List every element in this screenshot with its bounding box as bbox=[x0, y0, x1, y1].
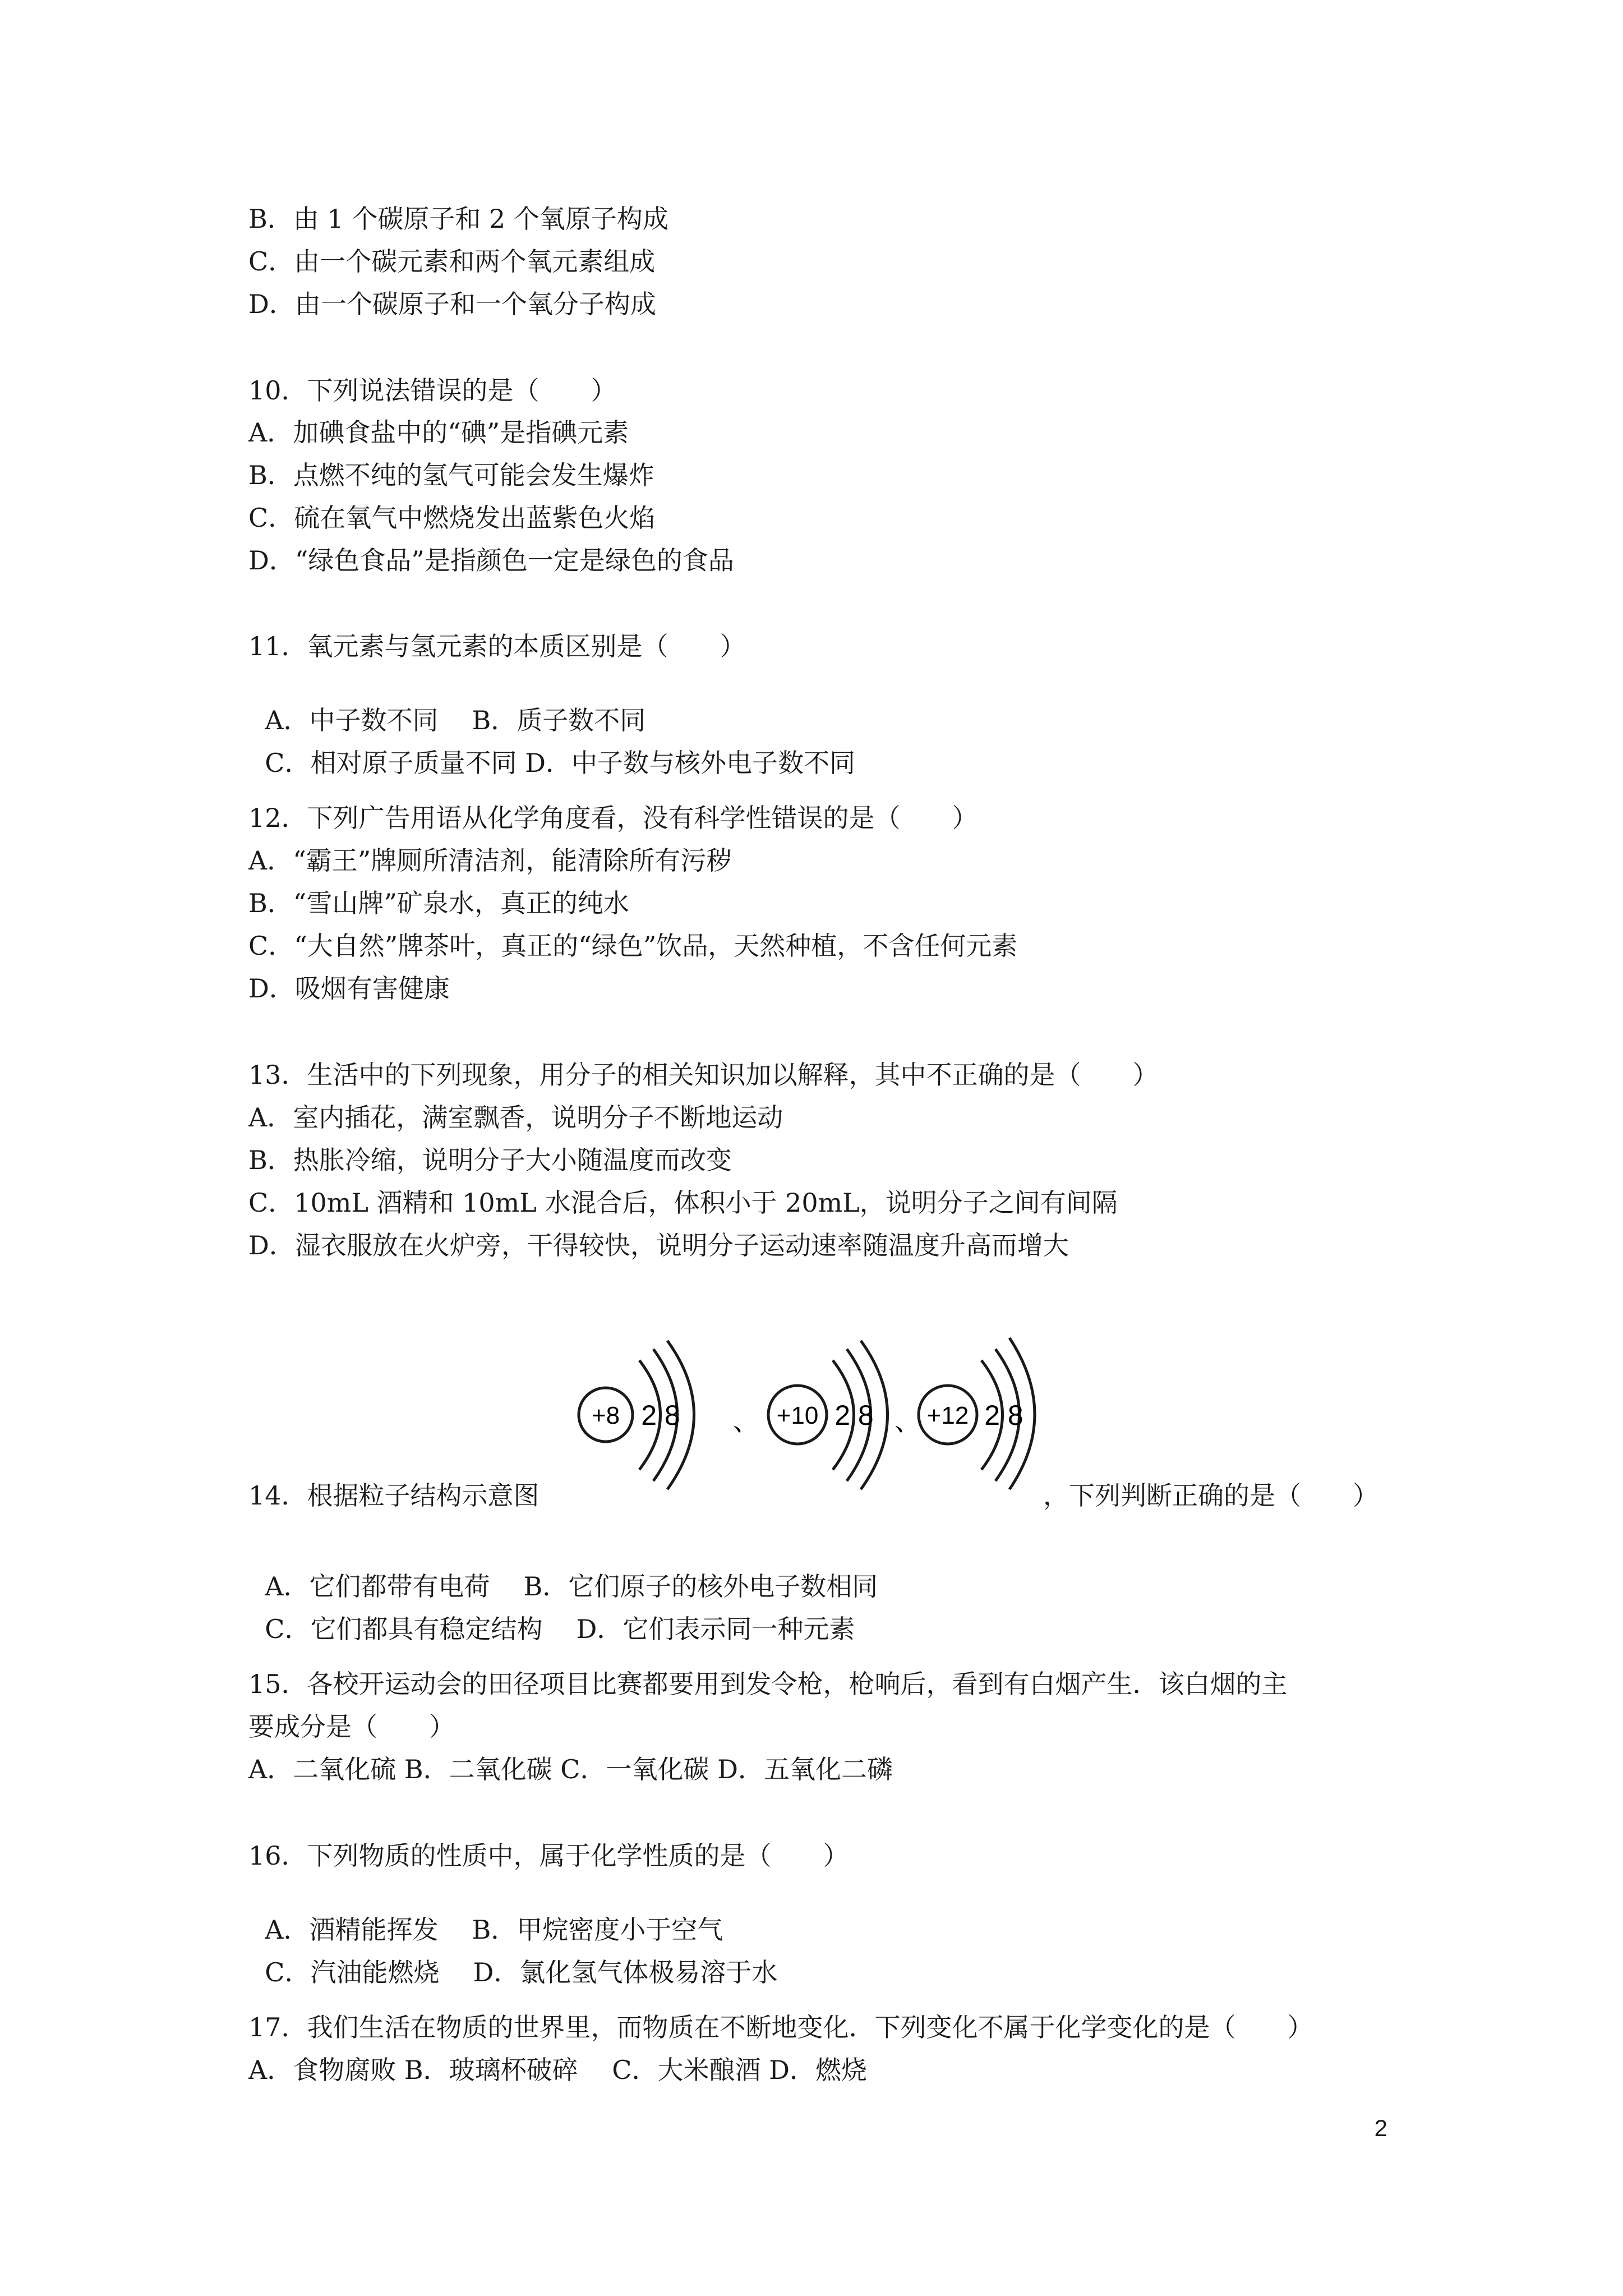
q10-option-a: A．加碘食盐中的“碘”是指碘元素 bbox=[248, 417, 629, 448]
nucleus-charge: +10 bbox=[776, 1402, 819, 1429]
q16-option-a: A．酒精能挥发 bbox=[265, 1915, 439, 1945]
q9-option-c: C．由一个碳元素和两个氧元素组成 bbox=[248, 246, 656, 277]
q10-option-d: D．“绿色食品”是指颜色一定是绿色的食品 bbox=[248, 545, 734, 576]
q16-stem: 16．下列物质的性质中，属于化学性质的是（ ） bbox=[248, 1841, 849, 1871]
q12-stem: 12．下列广告用语从化学角度看，没有科学性错误的是（ ） bbox=[248, 803, 978, 833]
nucleus-charge: +8 bbox=[591, 1402, 620, 1429]
q14-options-cd bbox=[248, 1582, 855, 1645]
shell-electrons: 2 8 bbox=[834, 1400, 874, 1431]
shell-electrons: 2 8 bbox=[641, 1400, 680, 1431]
q14-option-d: D．它们表示同一种元素 bbox=[576, 1614, 855, 1644]
separator: 、 bbox=[895, 1406, 920, 1437]
q14-stem-after: ，下列判断正确的是（ ） bbox=[1043, 1480, 1378, 1511]
q10-option-c: C．硫在氧气中燃烧发出蓝紫色火焰 bbox=[248, 503, 656, 533]
q12-option-b: B．“雪山牌”矿泉水，真正的纯水 bbox=[248, 888, 629, 918]
q11-option-d: D．中子数与核外电子数不同 bbox=[525, 748, 855, 778]
particle-structure-diagram bbox=[555, 1318, 1060, 1498]
q11-option-b: B．质子数不同 bbox=[472, 705, 646, 735]
q16-options-cd bbox=[248, 1925, 777, 1988]
q10-option-b: B．点燃不纯的氢气可能会发生爆炸 bbox=[248, 460, 654, 490]
q15-stem-line1: 15．各校开运动会的田径项目比赛都要用到发令枪，枪响后，看到有白烟产生．该白烟的主 bbox=[248, 1669, 1288, 1699]
q14-stem-before: 14．根据粒子结构示意图 bbox=[248, 1480, 540, 1511]
q9-option-b: B．由 1 个碳原子和 2 个氧原子构成 bbox=[248, 204, 668, 234]
q13-stem: 13．生活中的下列现象，用分子的相关知识加以解释，其中不正确的是（ ） bbox=[248, 1060, 1159, 1090]
q16-option-b: B．甲烷密度小于空气 bbox=[472, 1915, 723, 1945]
q13-option-d: D．湿衣服放在火炉旁，干得较快，说明分子运动速率随温度升高而增大 bbox=[248, 1230, 1069, 1260]
q12-option-c: C．“大自然”牌茶叶，真正的“绿色”饮品，天然种植，不含任何元素 bbox=[248, 931, 1018, 961]
q10-stem: 10．下列说法错误的是（ ） bbox=[248, 375, 617, 406]
q15-options: A．二氧化硫 B．二氧化碳 C．一氧化碳 D．五氧化二磷 bbox=[248, 1754, 893, 1784]
q16-option-d: D．氯化氢气体极易溶于水 bbox=[473, 1957, 778, 1987]
q15-stem-line2: 要成分是（ ） bbox=[248, 1711, 455, 1742]
shell-electrons: 2 8 bbox=[984, 1400, 1023, 1431]
q13-option-b: B．热胀冷缩，说明分子大小随温度而改变 bbox=[248, 1145, 732, 1175]
separator: 、 bbox=[733, 1406, 759, 1437]
q17-stem: 17．我们生活在物质的世界里，而物质在不断地变化．下列变化不属于化学变化的是（ ） bbox=[248, 2012, 1313, 2042]
q11-option-c: C．相对原子质量不同 bbox=[265, 748, 517, 778]
q11-stem: 11．氧元素与氢元素的本质区别是（ ） bbox=[248, 631, 746, 661]
q12-option-a: A．“霸王”牌厕所清洁剂，能清除所有污秽 bbox=[248, 845, 732, 876]
q12-option-d: D．吸烟有害健康 bbox=[248, 973, 450, 1004]
q11-options-cd bbox=[248, 716, 855, 779]
q14-option-a: A．它们都带有电荷 bbox=[265, 1571, 490, 1602]
q9-option-d: D．由一个碳原子和一个氧分子构成 bbox=[248, 289, 656, 319]
page-number: 2 bbox=[1374, 2115, 1387, 2141]
nucleus-charge: +12 bbox=[926, 1402, 969, 1429]
q14-option-b: B．它们原子的核外电子数相同 bbox=[523, 1571, 878, 1602]
q16-option-c: C．汽油能燃烧 bbox=[265, 1957, 440, 1987]
q14-option-c: C．它们都具有稳定结构 bbox=[265, 1614, 543, 1644]
q11-option-a: A．中子数不同 bbox=[265, 705, 439, 735]
q13-option-a: A．室内插花，满室飘香，说明分子不断地运动 bbox=[248, 1102, 783, 1133]
q13-option-c: C．10mL 酒精和 10mL 水混合后，体积小于 20mL，说明分子之间有间隔 bbox=[248, 1188, 1118, 1218]
q17-options: A．食物腐败 B．玻璃杯破碎 C．大米酿酒 D．燃烧 bbox=[248, 2055, 867, 2085]
